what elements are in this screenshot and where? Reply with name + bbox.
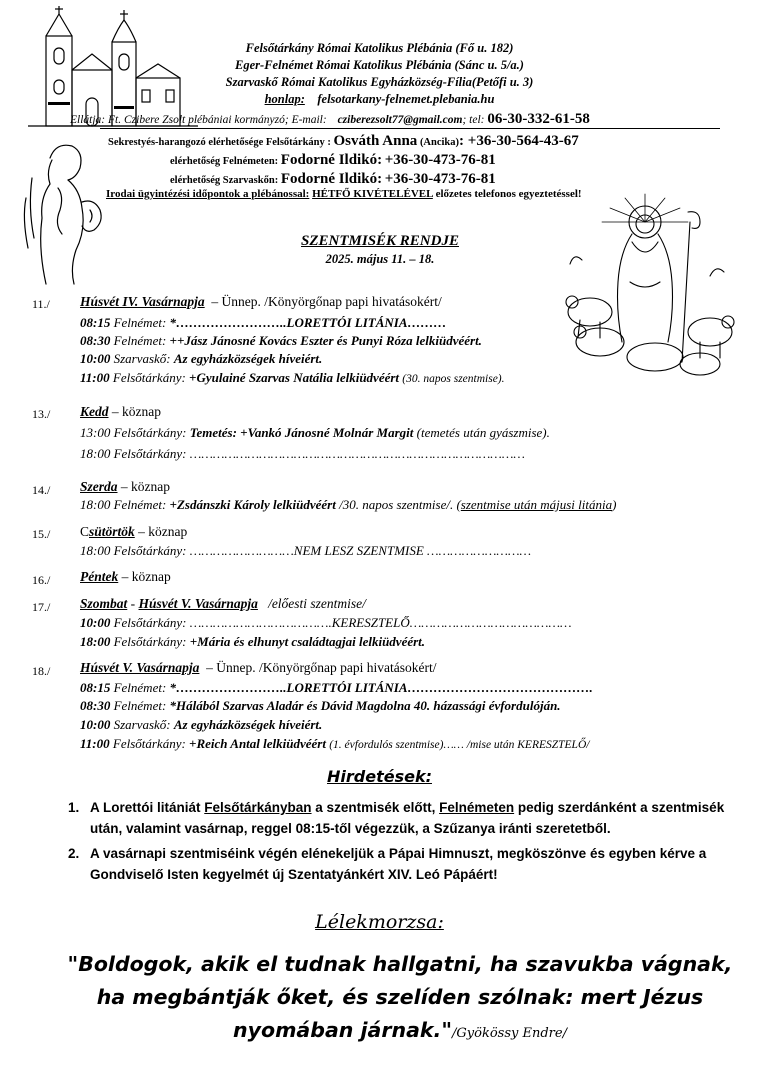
contact-nick: (Ancika): [419, 137, 460, 148]
day-name: Húsvét V. Vasárnapja: [80, 660, 200, 675]
contact-phone: : +36-30-564-43-67: [459, 133, 579, 149]
day-type: – köznap: [138, 524, 188, 539]
office-note-a: Irodai ügyintézési időpontok a plébánossal:: [106, 188, 310, 200]
quote-text: "Boldogok, akik el tudnak hallgatni, ha szavukba vágnak, ha megbántják őket, és szelíden szólnak: mert Jézus nyomában járnak.": [67, 952, 733, 1042]
mass-row: 11:00 Felsőtárkány: +Reich Antal lelkiüdvéért (1. évfordulós szentmise)…… /mise után KERESZTELŐ/: [80, 736, 590, 751]
day-dash: -: [127, 596, 139, 611]
header-line-2: Eger-Felnémet Római Katolikus Plébánia (Sánc u. 5/a.): [235, 58, 524, 72]
mass-row: 08:30 Felnémet: ++Jász Jánosné Kovács Eszter és Punyi Róza lelkiüdvéért.: [80, 333, 482, 348]
header-rule: [100, 128, 720, 129]
day-heading: [80, 524, 187, 540]
day-number: 17./: [32, 600, 51, 614]
contact-felnemet: [170, 152, 496, 169]
day-name-2: Húsvét V. Vasárnapja: [138, 596, 258, 611]
day-heading: [80, 660, 437, 676]
mother-child-illustration: [20, 138, 110, 288]
header-line-3: Szarvaskő Római Katolikus Egyházközség-Fília(Petőfi u. 3): [225, 75, 534, 89]
mass-row: 10:00 Szarvaskő: Az egyházközségek híveiért.: [80, 717, 323, 732]
day-number: 18./: [32, 664, 51, 678]
main-phone: 06-30-332-61-58: [487, 111, 590, 127]
contact-label: elérhetőség Felnémeten:: [170, 156, 279, 167]
day-name: Péntek: [80, 569, 119, 584]
header-line-1: Felsőtárkány Római Katolikus Plébánia (Fő u. 182): [245, 41, 514, 55]
day-number: 13./: [32, 407, 51, 421]
admin-line: [70, 111, 590, 128]
homepage-line: [0, 91, 759, 108]
mass-row: 10:00 Felsőtárkány: ……………………………….KERESZTELŐ……………………………………: [80, 615, 572, 630]
day-number: 11./: [32, 297, 50, 311]
day-heading: [80, 596, 366, 612]
office-note-b: HÉTFŐ KIVÉTELÉVEL: [312, 188, 433, 200]
day-heading: [80, 569, 171, 585]
quote-author: /Gyökössy Endre/: [452, 1026, 567, 1041]
mass-row: 18:00 Felsőtárkány: +Mária és elhunyt családtagjai lelkiüdvéért.: [80, 634, 426, 649]
day-type: /előesti szentmise/: [268, 596, 366, 611]
day-name: Kedd: [80, 404, 109, 419]
contact-name: Osváth Anna: [333, 133, 418, 149]
lelekmorzsa-title: Lélekmorzsa:: [315, 911, 444, 933]
mass-row: 11:00 Felsőtárkány: +Gyulainé Szarvas Natália lelkiüdvéért (30. napos szentmise).: [80, 370, 505, 385]
lelekmorzsa-quote: [60, 948, 740, 1050]
admin-prefix: Ellátja: Ft. Czibere Zsolt plébániai kormányzó; E-mail:: [70, 114, 327, 126]
schedule-dates: 2025. május 11. – 18.: [325, 252, 435, 266]
contact-label: Sekrestyés-harangozó elérhetősége Felsőtárkány :: [108, 137, 331, 148]
email-link[interactable]: cziberezsolt77@gmail.com: [337, 114, 463, 126]
schedule-title: SZENTMISÉK RENDJE: [301, 233, 459, 249]
day-type: – köznap: [111, 404, 161, 419]
day-number: 16./: [32, 573, 51, 587]
day-heading: [80, 294, 442, 310]
office-note: [106, 188, 582, 200]
day-name-initial: C: [80, 524, 90, 539]
good-shepherd-illustration: [560, 192, 740, 382]
contact-name: Fodorné Ildikó:: [280, 152, 383, 168]
announcements-title: Hirdetések:: [327, 767, 432, 786]
announcement-number: 2.: [68, 846, 80, 861]
mass-row: 13:00 Felsőtárkány: Temetés: +Vankó Jánosné Molnár Margit (temetés után gyászmise).: [80, 425, 550, 440]
homepage-url[interactable]: felsotarkany-felnemet.plebania.hu: [317, 92, 495, 106]
contact-sacristan: [108, 133, 579, 150]
day-number: 15./: [32, 527, 51, 541]
contact-phone: +36-30-473-76-81: [384, 171, 496, 187]
contact-label: elérhetőség Szarvaskőn:: [170, 175, 279, 186]
contact-phone: +36-30-473-76-81: [384, 152, 496, 168]
contact-name: Fodorné Ildikó:: [280, 171, 383, 187]
day-number: 14./: [32, 483, 51, 497]
day-name: sütörtök: [89, 524, 135, 539]
tel-label: ; tel:: [462, 114, 485, 126]
homepage-label: honlap:: [264, 92, 305, 106]
day-heading: [80, 404, 161, 420]
announcement-item: 1. A Lorettói litániát Felsőtárkányban a szentmisék előtt, Felnémeten pedig szerdánként a szentmisék után, valamint vasárnap, reggel 08:15-től végezzük, a Szűzanya iránti szeretetből.: [90, 797, 730, 839]
day-name: Szombat: [80, 596, 128, 611]
mass-row: 08:15 Felnémet: *……………………..LORETTÓI LITÁNIA………: [80, 315, 447, 330]
day-heading: [80, 479, 170, 495]
contact-szarvasko: [170, 171, 496, 188]
announcement-item: 2. A vasárnapi szentmiséink végén elénekeljük a Pápai Himnuszt, megköszönve és egyben kérve a Gondviselő Isten kegyelmét új Szentatyánkért XIV. Leó Pápáért!: [90, 843, 730, 885]
office-note-c: előzetes telefonos egyeztetéssel!: [435, 188, 582, 200]
mass-row: 08:15 Felnémet: *……………………..LORETTÓI LITÁNIA…………………………………….: [80, 680, 593, 695]
announcement-number: 1.: [68, 800, 80, 815]
mass-row: 18:00 Felsőtárkány: ………………………NEM LESZ SZENTMISE ………………………: [80, 543, 532, 558]
mass-row: 18:00 Felsőtárkány: ……………………………………………………………………………: [80, 446, 525, 461]
day-type: – Ünnep. /Könyörgőnap papi hivatásokért/: [211, 294, 442, 309]
day-type: – Ünnep. /Könyörgőnap papi hivatásokért/: [206, 660, 437, 675]
mass-row: 10:00 Szarvaskő: Az egyházközségek híveiért.: [80, 351, 323, 366]
mass-row: 18:00 Felnémet: +Zsdánszki Károly lelkiüdvéért /30. napos szentmise/. (szentmise után májusi litánia): [80, 497, 617, 512]
mass-row: 08:30 Felnémet: *Hálából Szarvas Aladár és Dávid Magdolna 40. házassági évfordulóján.: [80, 698, 561, 713]
day-type: – köznap: [120, 479, 170, 494]
day-type: – köznap: [121, 569, 171, 584]
day-name: Szerda: [80, 479, 118, 494]
day-name: Húsvét IV. Vasárnapja: [80, 294, 205, 309]
